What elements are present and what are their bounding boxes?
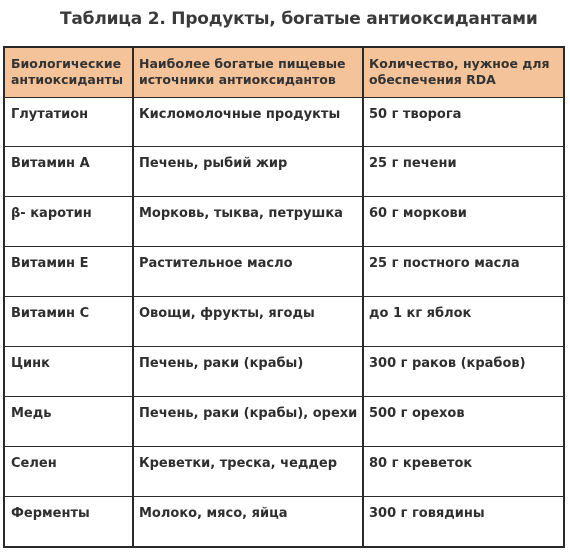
header-col2-line1: Наиболее богатые пищевые [139,56,346,71]
cell-amount: 300 г раков (крабов) [369,356,526,371]
row-divider [5,396,563,397]
header-col3-line1: Количество, нужное для [369,56,550,71]
cell-antioxidant: Медь [11,406,52,421]
cell-source: Растительное масло [139,256,293,271]
table-header-row [5,48,563,97]
cell-amount: 60 г моркови [369,206,467,221]
header-col-sources [139,56,345,88]
cell-amount: 25 г постного масла [369,256,520,271]
cell-amount: 80 г креветок [369,456,473,471]
row-divider [5,97,563,98]
cell-amount: 50 г творога [369,107,462,122]
row-divider [5,496,563,497]
cell-amount: 500 г орехов [369,406,465,421]
row-divider [5,296,563,297]
cell-source: Печень, рыбий жир [139,156,288,171]
cell-source: Молоко, мясо, яйца [139,506,288,521]
cell-source: Креветки, треска, чеддер [139,456,338,471]
cell-source: Печень, раки (крабы) [139,356,304,371]
header-col3-line2: обеспечения RDA [369,72,496,87]
cell-antioxidant: Цинк [11,356,50,371]
cell-antioxidant: Витамин Е [11,256,89,271]
cell-source: Кисломолочные продукты [139,107,341,122]
cell-source: Печень, раки (крабы), орехи [139,406,358,421]
row-divider [5,246,563,247]
column-divider [132,48,134,546]
cell-amount: 25 г печени [369,156,457,171]
header-col1-line1: Биологические [11,56,122,71]
cell-amount: до 1 кг яблок [369,306,472,321]
column-divider [362,48,364,546]
header-col-antioxidants [11,56,123,88]
cell-antioxidant: Витамин С [11,306,90,321]
cell-antioxidant: Селен [11,456,57,471]
table-title: Таблица 2. Продукты, богатые антиоксидантами [60,9,538,29]
cell-antioxidant: Ферменты [11,506,90,521]
row-divider [5,146,563,147]
cell-antioxidant: Витамин А [11,156,90,171]
cell-antioxidant: β- каротин [11,206,92,221]
header-col2-line2: источники антиоксидантов [139,72,336,87]
row-divider [5,346,563,347]
cell-source: Овощи, фрукты, ягоды [139,306,315,321]
cell-antioxidant: Глутатион [11,107,89,122]
cell-amount: 300 г говядины [369,506,485,521]
cell-source: Морковь, тыква, петрушка [139,206,343,221]
header-col1-line2: антиоксиданты [11,72,124,87]
row-divider [5,196,563,197]
antioxidant-table [3,46,565,548]
row-divider [5,446,563,447]
header-col-amount [369,56,550,88]
